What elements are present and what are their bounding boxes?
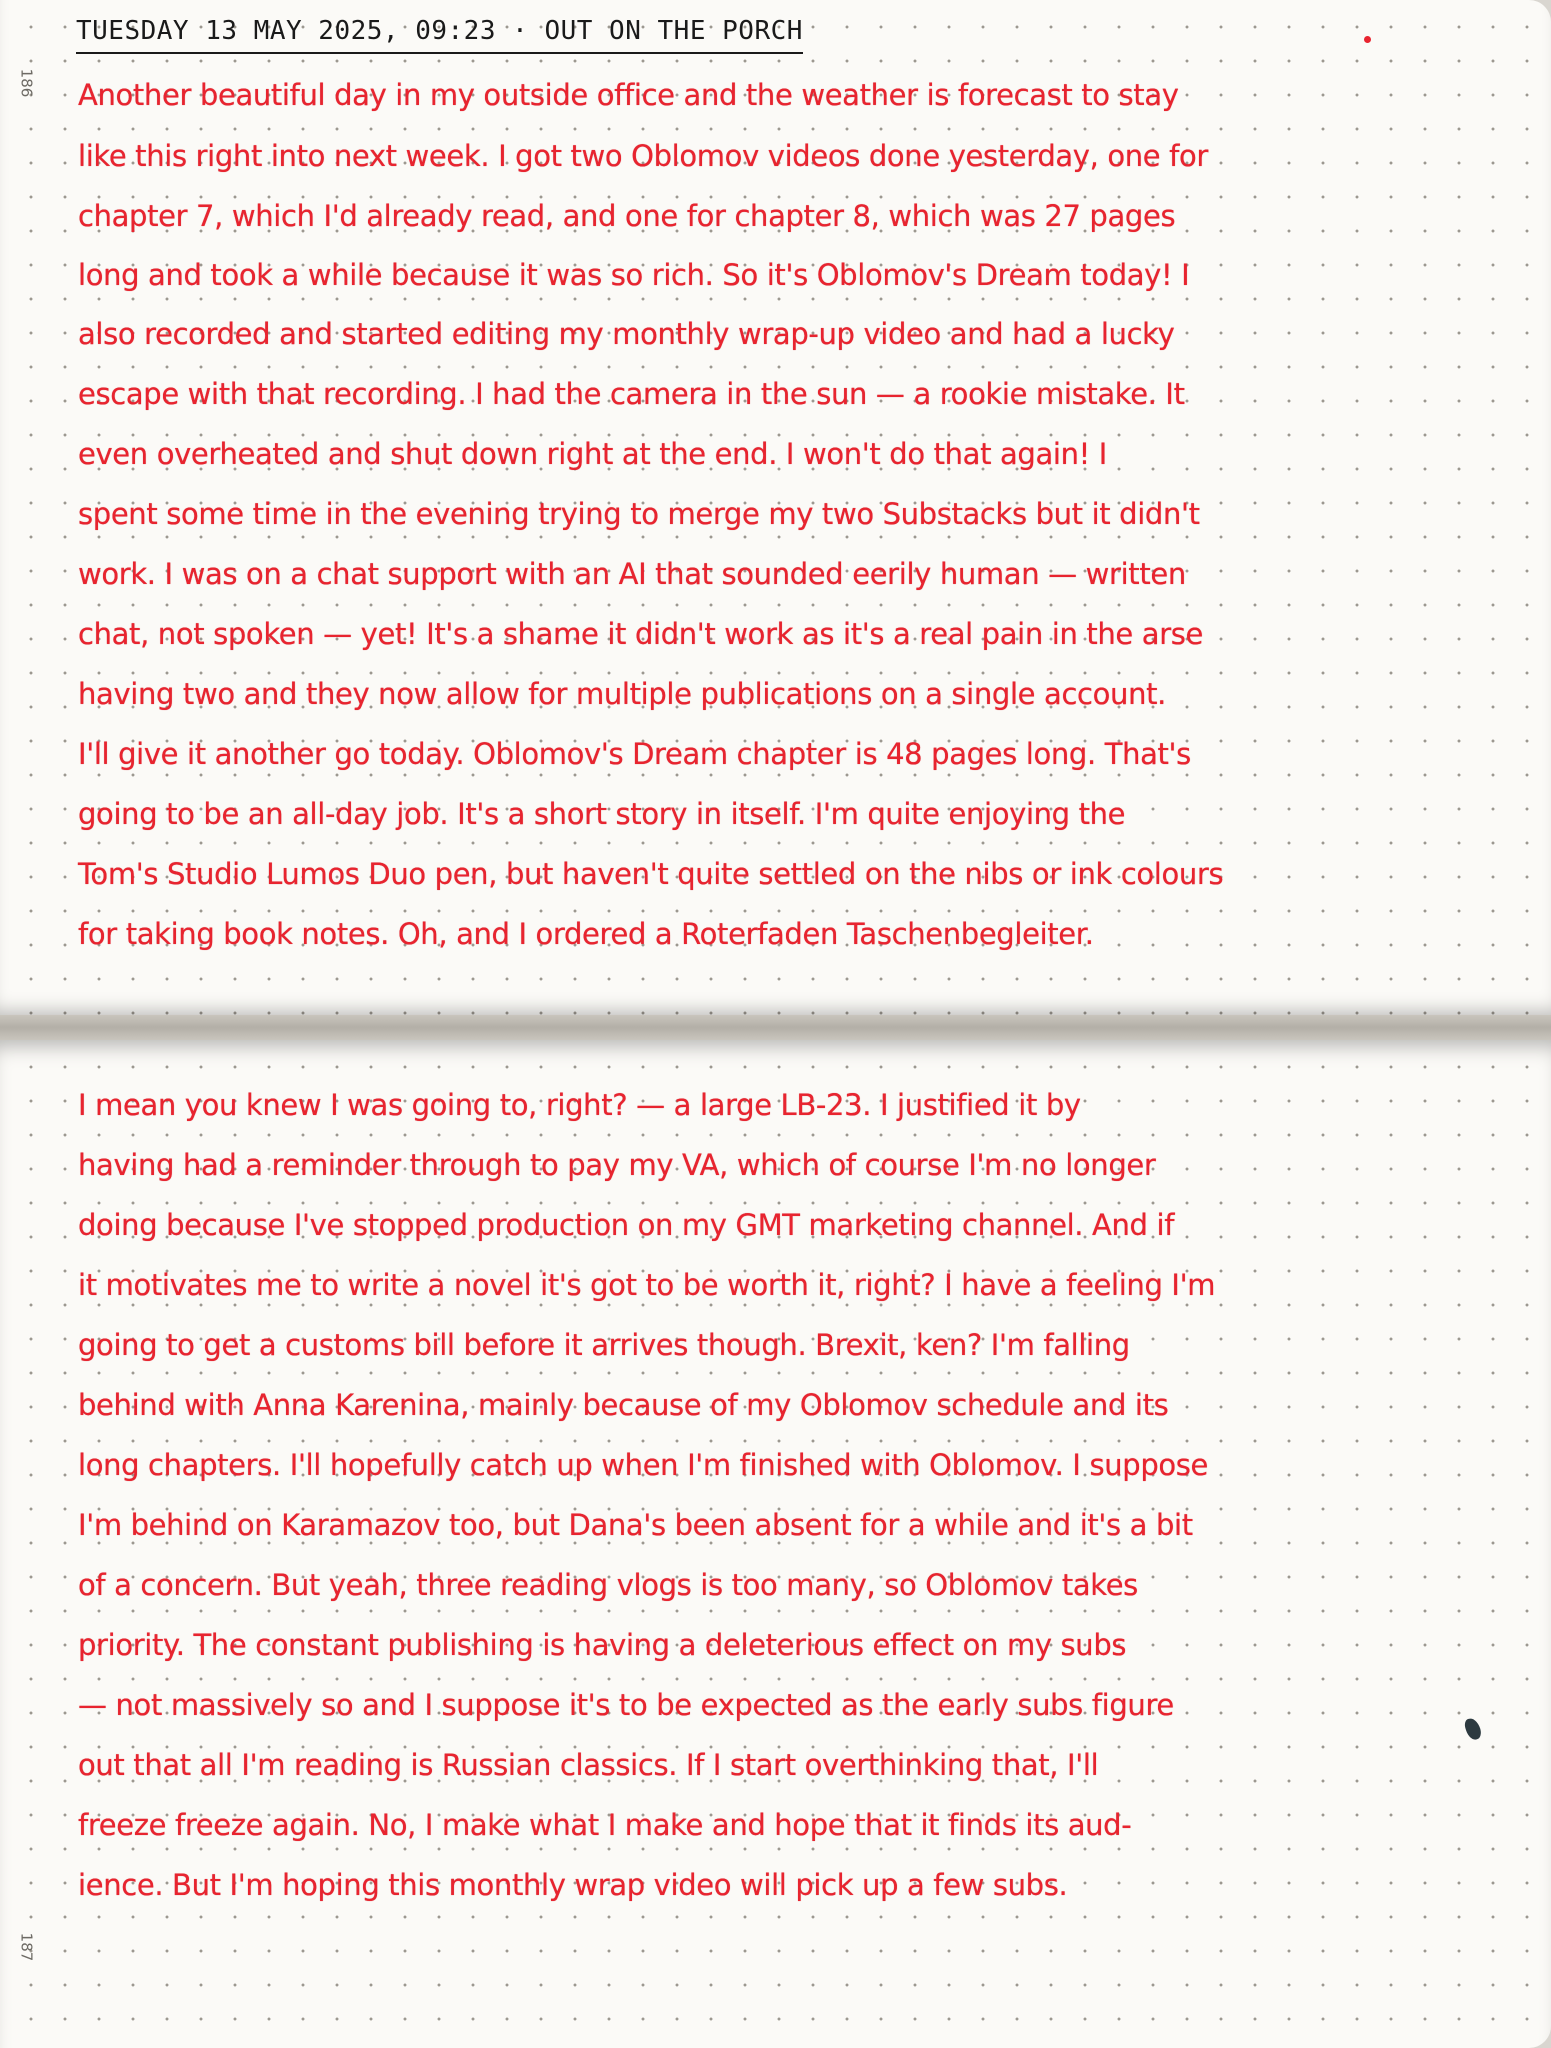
- journal-line: for taking book notes. Oh, and I ordered a Roterfaden Taschenbegleiter.: [78, 917, 1094, 951]
- journal-line: work. I was on a chat support with an AI that sounded eerily human — written: [78, 557, 1186, 591]
- journal-line: long chapters. I'll hopefully catch up when I'm finished with Oblomov. I suppose: [78, 1448, 1209, 1482]
- journal-line: doing because I've stopped production on my GMT marketing channel. And if: [78, 1208, 1175, 1242]
- journal-line: going to get a customs bill before it arrives though. Brexit, ken? I'm falling: [78, 1328, 1130, 1362]
- journal-line: spent some time in the evening trying to merge my two Substacks but it didn't: [78, 497, 1200, 531]
- journal-line: — not massively so and I suppose it's to be expected as the early subs figure: [78, 1688, 1174, 1722]
- page-number: 186: [17, 68, 36, 98]
- journal-line: I mean you knew I was going to, right? — a large LB-23. I justified it by: [78, 1088, 1081, 1122]
- journal-line: out that all I'm reading is Russian classics. If I start overthinking that, I'll: [78, 1748, 1099, 1782]
- journal-line: long and took a while because it was so rich. So it's Oblomov's Dream today! I: [78, 258, 1190, 292]
- journal-line: I'm behind on Karamazov too, but Dana's been absent for a while and it's a bit: [78, 1508, 1193, 1542]
- ink-smudge: [1463, 1716, 1483, 1741]
- left-journal-page: [0, 0, 1551, 1015]
- journal-line: escape with that recording. I had the camera in the sun — a rookie mistake. It: [78, 377, 1185, 411]
- journal-line: I'll give it another go today. Oblomov's Dream chapter is 48 pages long. That's: [78, 737, 1191, 771]
- journal-line: ience. But I'm hoping this monthly wrap video will pick up a few subs.: [78, 1868, 1068, 1902]
- journal-line: Another beautiful day in my outside office and the weather is forecast to stay: [78, 78, 1179, 112]
- journal-line: chapter 7, which I'd already read, and one for chapter 8, which was 27 pages: [78, 199, 1176, 233]
- entry-date-heading: TUESDAY 13 MAY 2025, 09:23 · OUT ON THE PORCH: [76, 16, 803, 54]
- journal-line: even overheated and shut down right at the end. I won't do that again! I: [78, 437, 1107, 471]
- journal-line: behind with Anna Karenina, mainly because of my Oblomov schedule and its: [78, 1388, 1169, 1422]
- journal-line: like this right into next week. I got two Oblomov videos done yesterday, one for: [78, 139, 1208, 173]
- journal-line: freeze freeze again. No, I make what I make and hope that it finds its aud-: [78, 1808, 1132, 1842]
- journal-line: having had a reminder through to pay my VA, which of course I'm no longer: [78, 1148, 1156, 1182]
- page-number: 187: [17, 1932, 36, 1962]
- journal-line: also recorded and started editing my monthly wrap-up video and had a lucky: [78, 317, 1175, 351]
- journal-line: having two and they now allow for multiple publications on a single account.: [78, 677, 1166, 711]
- notebook-gutter: [0, 1015, 1551, 1040]
- ink-dot: [1364, 36, 1371, 43]
- journal-line: chat, not spoken — yet! It's a shame it didn't work as it's a real pain in the arse: [78, 617, 1204, 651]
- journal-line: of a concern. But yeah, three reading vlogs is too many, so Oblomov takes: [78, 1568, 1138, 1602]
- journal-line: priority. The constant publishing is having a deleterious effect on my subs: [78, 1628, 1127, 1662]
- journal-line: it motivates me to write a novel it's got to be worth it, right? I have a feeling I'm: [78, 1268, 1216, 1302]
- journal-line: going to be an all-day job. It's a short story in itself. I'm quite enjoying the: [78, 797, 1126, 831]
- right-journal-page: [0, 1040, 1551, 2048]
- journal-line: Tom's Studio Lumos Duo pen, but haven't quite settled on the nibs or ink colours: [78, 857, 1224, 891]
